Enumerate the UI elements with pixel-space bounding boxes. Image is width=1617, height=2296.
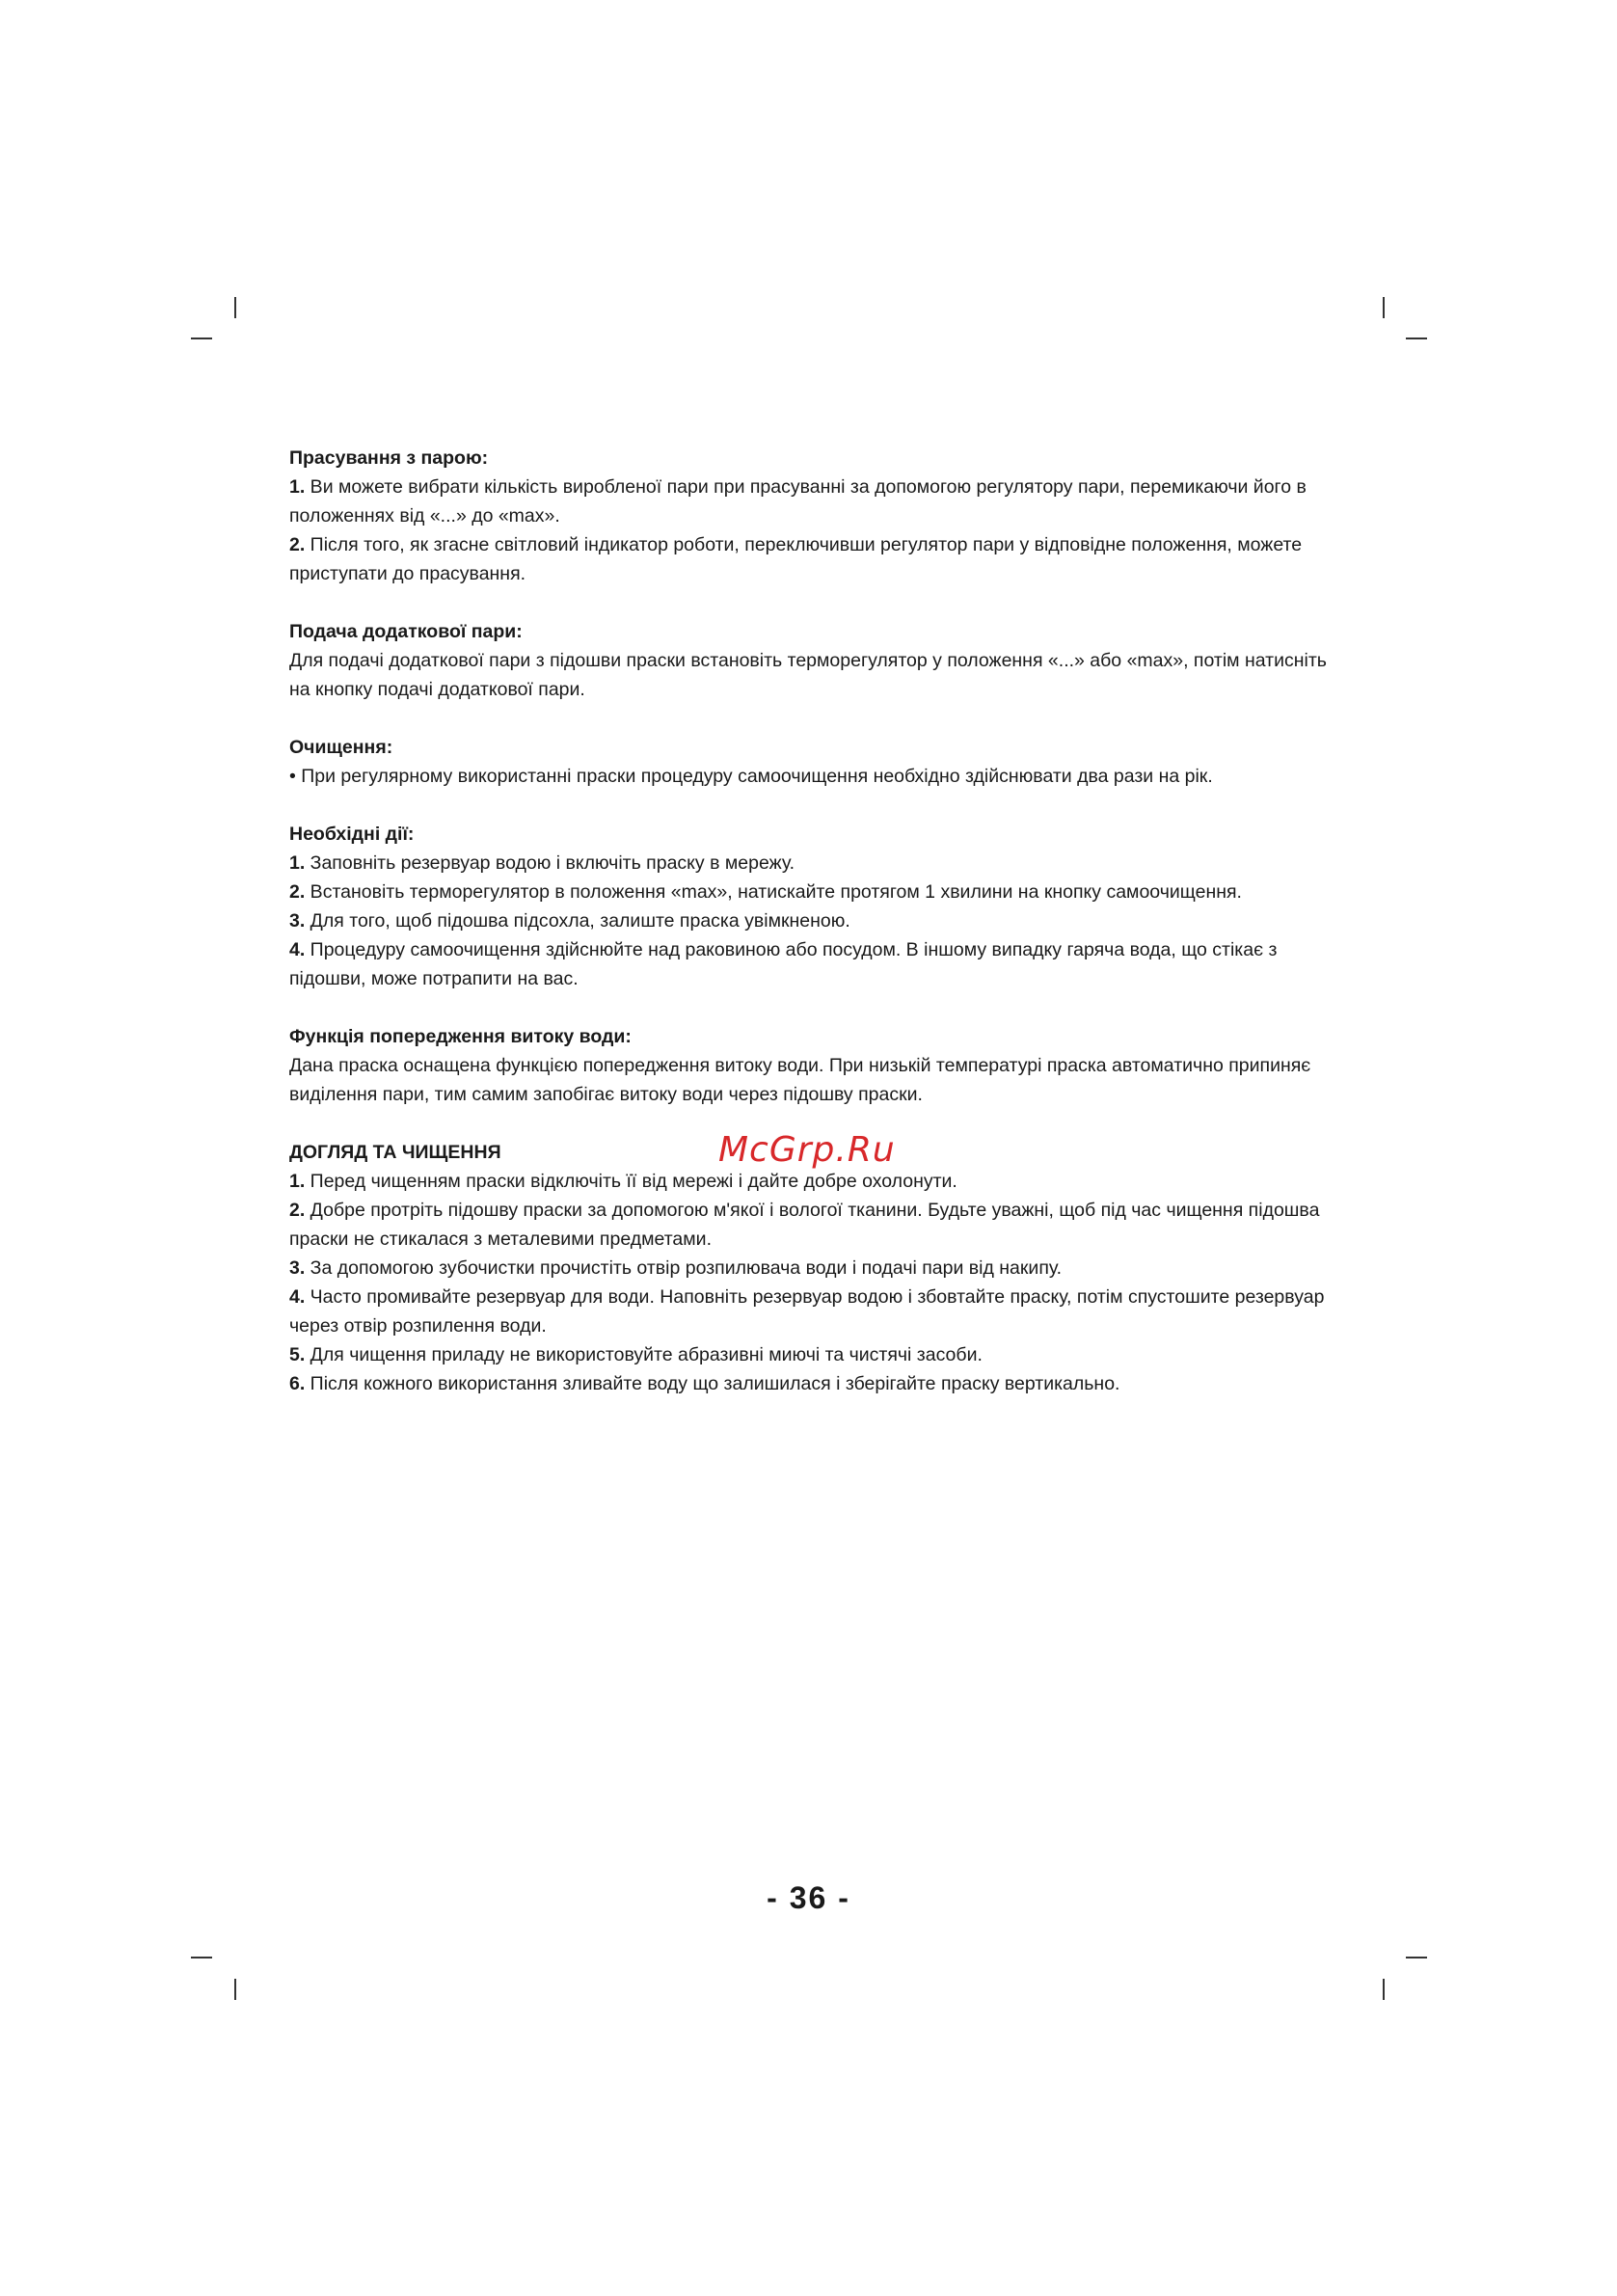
paragraph-line (289, 849, 1331, 878)
paragraph-line (289, 530, 1331, 588)
paragraph-line (289, 1254, 1331, 1283)
section-title: Очищення: (289, 737, 393, 758)
item-number: 2. (289, 534, 306, 555)
document-body (289, 444, 1331, 1427)
paragraph-line (289, 473, 1331, 530)
section (289, 820, 1331, 993)
section (289, 733, 1331, 791)
crop-mark-top-left-v (234, 297, 236, 318)
item-number: 5. (289, 1344, 306, 1365)
crop-mark-bottom-left-h (191, 1957, 212, 1958)
item-number: 1. (289, 852, 306, 874)
crop-mark-bottom-right-h (1406, 1957, 1427, 1958)
crop-mark-top-left-h (191, 338, 212, 339)
section-title: Функція попередження витоку води: (289, 1026, 632, 1047)
paragraph-line (289, 935, 1331, 993)
item-text: Добре протріть підошву праски за допомогою м'якої і вологої тканини. Будьте уважні, щоб під час чищення підошва праски не стикалася з металевими предметами. (289, 1200, 1320, 1250)
item-number: 2. (289, 881, 306, 903)
item-text: Для чищення приладу не використовуйте абразивні миючі та чистячі засоби. (305, 1344, 983, 1365)
item-text: Часто промивайте резервуар для води. Наповніть резервуар водою і збовтайте праску, потім спустошите резервуар через отвір розпилення води. (289, 1286, 1325, 1337)
crop-mark-top-right-h (1406, 338, 1427, 339)
section (289, 1022, 1331, 1109)
paragraph-line (289, 762, 1331, 791)
item-text: Перед чищенням праски відключіть її від мережі і дайте добре охолонути. (305, 1171, 957, 1192)
crop-mark-top-right-v (1383, 297, 1385, 318)
item-text: Після того, як згасне світловий індикатор роботи, переключивши регулятор пари у відповідне положення, можете приступати до прасування. (289, 534, 1303, 584)
item-number: 6. (289, 1373, 306, 1394)
item-text: • При регулярному використанні праски процедуру самоочищення необхідно здійснювати два рази на рік. (289, 766, 1213, 787)
item-text: За допомогою зубочистки прочистіть отвір розпилювача води і подачі пари від накипу. (305, 1257, 1063, 1279)
page-number: - 36 - (767, 1880, 850, 1915)
paragraph-line (289, 1283, 1331, 1340)
item-number: 3. (289, 910, 306, 932)
item-number: 1. (289, 1171, 306, 1192)
item-number: 4. (289, 1286, 306, 1308)
item-text: Заповніть резервуар водою і включіть праску в мережу. (305, 852, 795, 874)
crop-mark-bottom-left-v (234, 1979, 236, 2000)
item-number: 2. (289, 1200, 306, 1221)
section (289, 617, 1331, 704)
paragraph-line (289, 1196, 1331, 1254)
section-title: ДОГЛЯД ТА ЧИЩЕННЯ (289, 1142, 501, 1163)
section (289, 444, 1331, 588)
crop-mark-bottom-right-v (1383, 1979, 1385, 2000)
item-text: Встановіть терморегулятор в положення «max», натискайте протягом 1 хвилини на кнопку самоочищення. (305, 881, 1242, 903)
item-text: Для подачі додаткової пари з підошви праски встановіть терморегулятор у положення «...» або «max», потім натисніть на кнопку подачі додаткової пари. (289, 650, 1327, 700)
item-text: Для того, щоб підошва підсохла, залиште праска увімкненою. (305, 910, 850, 932)
paragraph-line (289, 878, 1331, 906)
paragraph-line (289, 1167, 1331, 1196)
section-title: Прасування з парою: (289, 447, 489, 469)
section-title: Подача додаткової пари: (289, 621, 523, 642)
paragraph-line (289, 906, 1331, 935)
item-text: Процедуру самоочищення здійснюйте над раковиною або посудом. В іншому випадку гаряча вода, що стікає з підошви, може потрапити на вас. (289, 939, 1278, 989)
paragraph-line (289, 1051, 1331, 1109)
item-number: 4. (289, 939, 306, 960)
item-text: Після кожного використання зливайте воду що залишилася і зберігайте праску вертикально. (305, 1373, 1120, 1394)
paragraph-line (289, 1340, 1331, 1369)
section-title: Необхідні дії: (289, 824, 415, 845)
watermark: McGrp.Ru (718, 1130, 896, 1170)
item-text: Дана праска оснащена функцією попередження витоку води. При низькій температурі праска автоматично припиняє виділення пари, тим самим запобігає витоку води через підошву праски. (289, 1055, 1311, 1105)
paragraph-line (289, 646, 1331, 704)
item-number: 3. (289, 1257, 306, 1279)
section (289, 1138, 1331, 1398)
item-text: Ви можете вибрати кількість виробленої пари при прасуванні за допомогою регулятору пари, перемикаючи його в положеннях від «...» до «max». (289, 476, 1307, 527)
paragraph-line (289, 1369, 1331, 1398)
item-number: 1. (289, 476, 306, 498)
